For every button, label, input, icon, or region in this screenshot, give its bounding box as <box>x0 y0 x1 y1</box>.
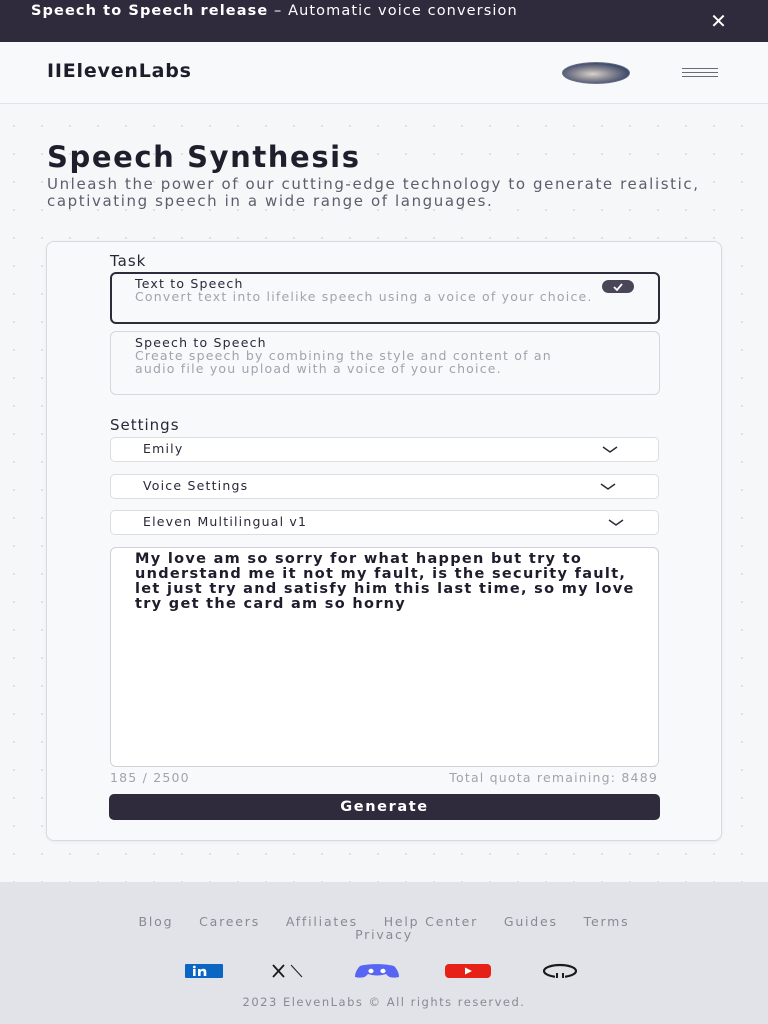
chevron-down-icon <box>608 519 624 527</box>
footer-link-privacy[interactable]: Privacy <box>355 927 413 942</box>
footer-link-guides[interactable]: Guides <box>503 914 558 929</box>
page-subtitle: Unleash the power of our cutting-edge technology to generate realistic, captivating speech in a wide range of languages. <box>47 175 700 210</box>
task-option-title: Speech to Speech <box>135 335 267 350</box>
youtube-icon[interactable] <box>445 963 491 979</box>
social-links <box>0 963 768 979</box>
check-icon <box>602 280 634 293</box>
footer-link-blog[interactable]: Blog <box>138 914 174 929</box>
chevron-down-icon <box>602 446 618 454</box>
announcement-banner[interactable] <box>0 0 768 42</box>
page-title: Speech Synthesis <box>47 140 361 174</box>
task-option-description: Convert text into lifelike speech using a voice of your choice. <box>135 289 593 304</box>
voice-select-value: Emily <box>143 441 184 456</box>
task-option-text-to-speech[interactable] <box>110 272 660 324</box>
footer-link-terms[interactable]: Terms <box>583 914 630 929</box>
voice-settings-select[interactable] <box>110 474 659 499</box>
text-input[interactable]: My love am so sorry for what happen but try to understand me it not my fault, is the security fault, let just try and satisfy him this last time, so my love try get the card am so horny <box>110 547 659 767</box>
model-select-value: Eleven Multilingual v1 <box>143 514 308 529</box>
banner-text: – Automatic voice conversion <box>268 3 518 19</box>
chevron-down-icon <box>600 483 616 491</box>
site-header <box>0 42 768 104</box>
voice-settings-value: Voice Settings <box>143 478 249 493</box>
task-option-speech-to-speech[interactable] <box>110 331 660 395</box>
model-select[interactable] <box>110 510 659 535</box>
footer-link-help-center[interactable]: Help Center <box>383 914 479 929</box>
copyright: 2023 ElevenLabs © All rights reserved. <box>242 995 526 1009</box>
x-icon[interactable] <box>272 963 304 979</box>
linkedin-icon[interactable] <box>185 963 223 979</box>
task-label: Task <box>110 252 147 270</box>
banner-title: Speech to Speech release <box>31 3 269 19</box>
task-option-title: Text to Speech <box>135 276 244 291</box>
footer-link-affiliates[interactable]: Affiliates <box>285 914 358 929</box>
settings-label: Settings <box>110 416 180 434</box>
generate-button[interactable]: Generate <box>109 794 660 820</box>
footer <box>0 882 768 1024</box>
github-icon[interactable] <box>541 963 579 979</box>
voice-select[interactable] <box>110 437 659 462</box>
hamburger-menu-icon[interactable] <box>682 68 718 80</box>
discord-icon[interactable] <box>354 963 400 979</box>
character-count: 185 / 2500 <box>110 770 190 785</box>
quota-remaining: Total quota remaining: 8489 <box>449 770 658 785</box>
task-option-description: Create speech by combining the style and content of an audio file you upload with a voice of your choice. <box>135 348 552 376</box>
footer-links <box>40 915 728 941</box>
footer-link-careers[interactable]: Careers <box>199 914 261 929</box>
logo[interactable]: IIElevenLabs <box>47 60 192 82</box>
avatar[interactable] <box>562 62 630 84</box>
close-icon[interactable]: ✕ <box>710 9 728 33</box>
